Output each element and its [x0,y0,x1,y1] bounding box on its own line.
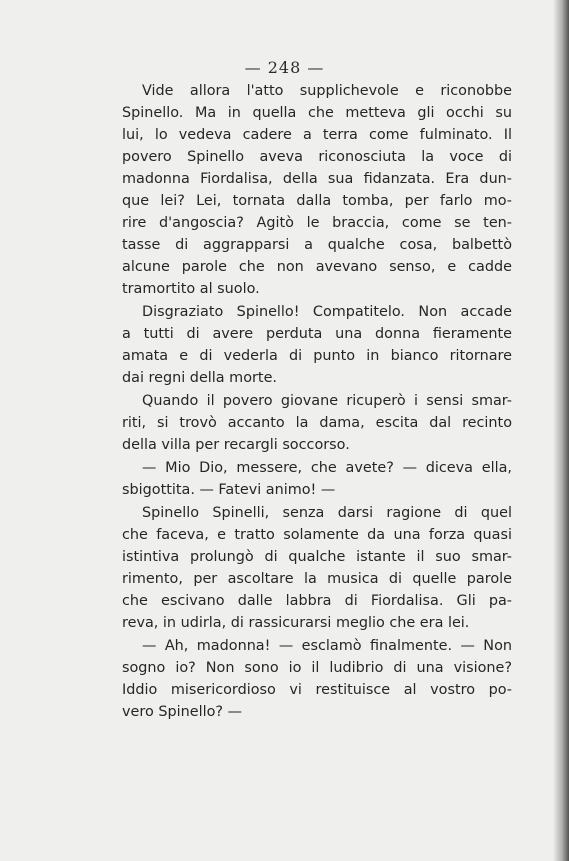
text-line: rimento, per ascoltare la musica di quelle parole [122,571,512,587]
text-line: sogno io? Non sono io il ludibrio di una visione? [122,660,512,676]
text-line: che escivano dalle labbra di Fiordalisa. Gli pa- [122,593,512,609]
text-line: riti, si trovò accanto la dama, escita dal recinto [122,415,512,431]
text-line: alcune parole che non avevano senso, e cadde [122,259,512,275]
text-line: — Ah, madonna! — esclamò finalmente. — Non [142,638,512,654]
text-line: vero Spinello? — [122,704,242,720]
text-line: Quando il povero giovane ricuperò i sensi smar- [142,393,512,409]
text-line: Disgraziato Spinello! Compatitelo. Non accade [142,304,512,320]
text-line: istintiva prolungò di qualche istante il suo smar- [122,549,512,565]
page-number: — 248 — [244,58,325,77]
text-line: amata e di vederla di punto in bianco ritornare [122,348,512,364]
text-line: Spinello Spinelli, senza darsi ragione di quel [142,505,512,521]
text-line: a tutti di avere perduta una donna fieramente [122,326,512,342]
text-line: lui, lo vedeva cadere a terra come fulminato. Il [122,127,512,143]
text-line: que lei? Lei, tornata dalla tomba, per farlo mo- [122,193,512,209]
text-line: Spinello. Ma in quella che metteva gli occhi su [122,105,512,121]
text-line: madonna Fiordalisa, della sua fidanzata. Era dun- [122,171,512,187]
text-line: sbigottita. — Fatevi animo! — [122,482,336,498]
text-line: tasse di aggrapparsi a qualche cosa, balbettò [122,237,512,253]
text-line: della villa per recargli soccorso. [122,437,350,453]
page-edge-shadow [553,0,569,861]
text-line: — Mio Dio, messere, che avete? — diceva ella, [142,460,512,476]
text-line: che faceva, e tratto solamente da una forza quasi [122,527,512,543]
text-line: tramortito al suolo. [122,281,260,297]
text-line: povero Spinello aveva riconosciuta la voce di [122,149,512,165]
text-line: reva, in udirla, di rassicurarsi meglio che era lei. [122,615,470,631]
text-line: rire d'angoscia? Agitò le braccia, come se ten- [122,215,512,231]
text-line: dai regni della morte. [122,370,277,386]
text-line: Iddio misericordioso vi restituisce al vostro po- [122,682,512,698]
text-line: Vide allora l'atto supplichevole e riconobbe [142,83,512,99]
